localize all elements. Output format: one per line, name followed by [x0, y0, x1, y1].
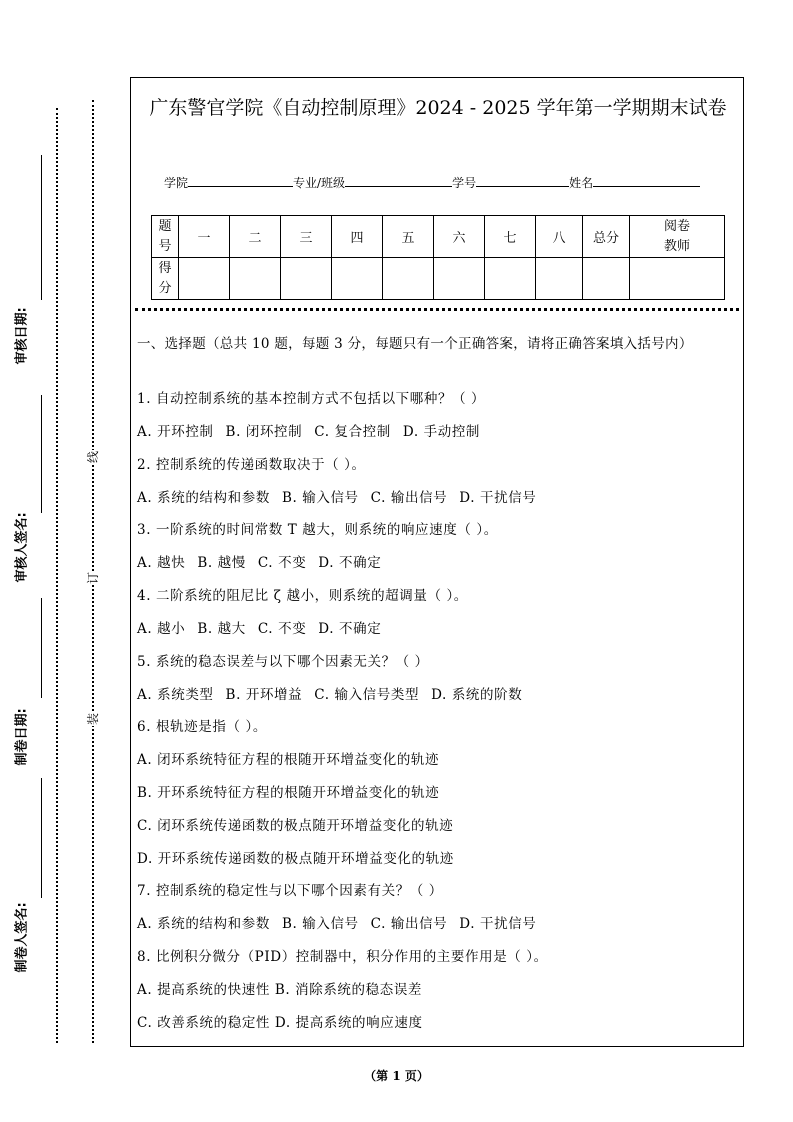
question-8-stem: 8. 比例积分微分（PID）控制器中，积分作用的主要作用是（ ）。	[137, 949, 548, 965]
option-b[interactable]: B. 越慢	[197, 555, 246, 571]
option-b[interactable]: B. 越大	[197, 621, 246, 637]
college-field[interactable]	[188, 174, 293, 187]
col-total: 总分	[583, 216, 630, 258]
option-d[interactable]: D. 不确定	[318, 555, 382, 571]
student-id-field[interactable]	[476, 174, 569, 187]
major-field[interactable]	[345, 174, 452, 187]
question-6-option-d[interactable]: D. 开环系统传递函数的极点随开环增益变化的轨迹	[137, 851, 454, 867]
score-cell-2[interactable]	[230, 258, 281, 300]
review-date-label: 审核日期:	[14, 307, 30, 365]
student-info-row	[164, 174, 700, 191]
header-row-label: 题号	[152, 216, 179, 258]
option-c[interactable]: C. 输出信号	[370, 916, 448, 932]
option-a[interactable]: A. 越小	[137, 621, 186, 637]
question-1-options	[137, 420, 492, 440]
score-cell-3[interactable]	[281, 258, 332, 300]
name-field[interactable]	[593, 174, 700, 187]
score-cell-grader[interactable]	[630, 258, 725, 300]
option-a[interactable]: A. 系统类型	[137, 687, 214, 703]
major-label: 专业/班级	[293, 176, 346, 190]
option-b[interactable]: B. 开环增益	[225, 687, 303, 703]
question-4-options	[137, 617, 393, 637]
col-grader: 阅卷教师	[630, 216, 725, 258]
option-d[interactable]: D. 手动控制	[402, 424, 481, 440]
page-number: （第 1 页）	[364, 1069, 429, 1083]
question-7-stem: 7. 控制系统的稳定性与以下哪个因素有关？（ ）	[137, 883, 443, 899]
option-c[interactable]: C. 输入信号类型	[314, 687, 420, 703]
bind-char-staple: 订	[86, 572, 100, 585]
question-6-option-c[interactable]: C. 闭环系统传递函数的极点随开环增益变化的轨迹	[137, 818, 454, 834]
option-a[interactable]: A. 系统的结构和参数	[137, 916, 270, 932]
score-row-label: 得分	[152, 258, 179, 300]
col-6: 六	[434, 216, 485, 258]
question-2-options	[137, 486, 548, 506]
score-cell-6[interactable]	[434, 258, 485, 300]
question-7-options	[137, 912, 548, 932]
question-8-options-line-2[interactable]: C. 改善系统的稳定性 D. 提高系统的响应速度	[137, 1015, 423, 1031]
option-c[interactable]: C. 输出信号	[370, 490, 448, 506]
question-6-option-b[interactable]: B. 开环系统特征方程的根随开环增益变化的轨迹	[137, 785, 440, 801]
score-cell-total[interactable]	[583, 258, 630, 300]
question-6-stem: 6. 根轨迹是指（ ）。	[137, 719, 267, 735]
option-c[interactable]: C. 复合控制	[314, 424, 391, 440]
col-4: 四	[332, 216, 383, 258]
name-label: 姓名	[569, 176, 594, 190]
score-cell-8[interactable]	[536, 258, 583, 300]
option-a[interactable]: A. 系统的结构和参数	[137, 490, 270, 506]
question-3-stem: 3. 一阶系统的时间常数 T 越大，则系统的响应速度（ ）。	[137, 522, 498, 538]
score-cell-1[interactable]	[179, 258, 230, 300]
option-b[interactable]: B. 输入信号	[281, 490, 359, 506]
col-5: 五	[383, 216, 434, 258]
score-table-score-row	[152, 258, 725, 300]
col-8: 八	[536, 216, 583, 258]
option-d[interactable]: D. 干扰信号	[459, 490, 537, 506]
option-a[interactable]: A. 开环控制	[137, 424, 214, 440]
question-6-option-a[interactable]: A. 闭环系统特征方程的根随开环增益变化的轨迹	[137, 752, 440, 768]
col-2: 二	[230, 216, 281, 258]
option-a[interactable]: A. 越快	[137, 555, 186, 571]
option-c[interactable]: C. 不变	[257, 621, 307, 637]
question-5-options	[137, 683, 534, 703]
make-date-label: 制卷日期:	[14, 708, 30, 766]
col-1: 一	[179, 216, 230, 258]
exam-frame	[130, 77, 744, 1047]
reviewer-sign-label: 审核人签名:	[14, 512, 30, 583]
maker-sign-label: 制卷人签名:	[14, 902, 30, 973]
bind-char-line: 线	[86, 451, 100, 464]
section-1-heading: 一、选择题（总共 10 题，每题 3 分，每题只有一个正确答案，请将正确答案填入括号内）	[137, 336, 693, 352]
question-8-options-line-1[interactable]: A. 提高系统的快速性 B. 消除系统的稳态误差	[137, 982, 423, 998]
dotted-separator	[135, 308, 739, 311]
reviewer-sign-line[interactable]	[41, 395, 42, 513]
review-date-line[interactable]	[41, 155, 42, 300]
binding-dotted-line-outer	[56, 108, 58, 1043]
option-d[interactable]: D. 干扰信号	[459, 916, 537, 932]
question-3-options	[137, 551, 393, 571]
question-1-stem: 1. 自动控制系统的基本控制方式不包括以下哪种？（ ）	[137, 391, 486, 407]
score-cell-7[interactable]	[485, 258, 536, 300]
exam-title: 广东警官学院《自动控制原理》2024 - 2025 学年第一学期期末试卷	[149, 97, 727, 119]
option-c[interactable]: C. 不变	[257, 555, 307, 571]
option-d[interactable]: D. 系统的阶数	[431, 687, 523, 703]
option-d[interactable]: D. 不确定	[318, 621, 382, 637]
make-date-line[interactable]	[41, 598, 42, 698]
col-7: 七	[485, 216, 536, 258]
score-table-header-row	[152, 216, 725, 258]
score-cell-5[interactable]	[383, 258, 434, 300]
question-5-stem: 5. 系统的稳态误差与以下哪个因素无关？（ ）	[137, 654, 429, 670]
maker-sign-line[interactable]	[41, 778, 42, 898]
question-2-stem: 2. 控制系统的传递函数取决于（ ）。	[137, 457, 366, 473]
score-table	[151, 215, 725, 300]
question-4-stem: 4. 二阶系统的阻尼比 ζ 越小，则系统的超调量（ ）。	[137, 588, 468, 604]
col-3: 三	[281, 216, 332, 258]
bind-char-pack: 装	[86, 713, 100, 726]
score-cell-4[interactable]	[332, 258, 383, 300]
option-b[interactable]: B. 输入信号	[281, 916, 359, 932]
college-label: 学院	[164, 176, 189, 190]
student-id-label: 学号	[452, 176, 477, 190]
option-b[interactable]: B. 闭环控制	[225, 424, 303, 440]
